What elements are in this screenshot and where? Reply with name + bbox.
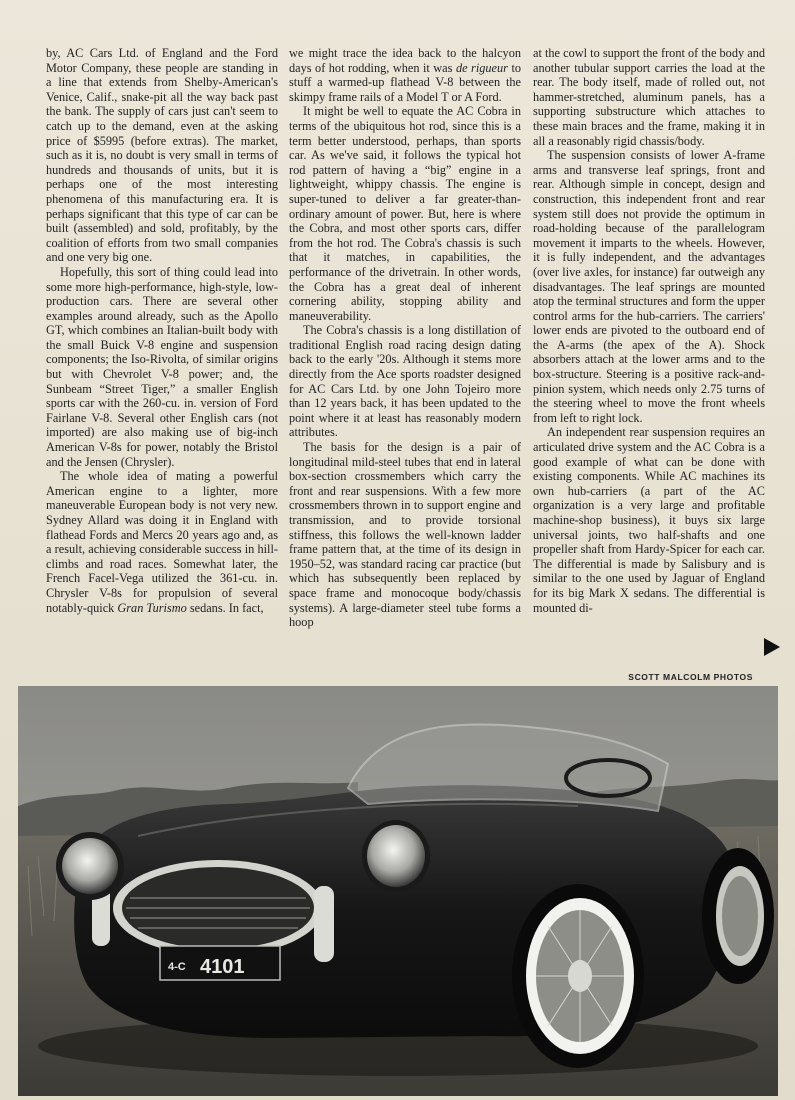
continue-arrow-icon — [764, 638, 780, 656]
paragraph: The Cobra's chassis is a long distillation of traditional English road racing design dating back to the early '20s. Although it stems more directly from the Ace sports roadster designed for AC Cars Ltd. by one John Tojeiro more than 12 years back, it has been updated to the point where it at least has reasonably modern attributes. — [289, 323, 521, 440]
paragraph: The suspension consists of lower A-frame arms and transverse leaf springs, front and rear. Although simple in concept, design and construction, this independent front and rear system still does not provide the optimum in road-holding because of the parallelogram movement it imparts to the wheels. However, it is fully independent, and the advantages (over live axles, for instance) far outweigh any disadvantages. The leaf springs are mounted atop the terminal structures and form the upper control arms for the hub-carriers. The carriers' lower ends are pivoted to the outboard end of the A-arms (the apex of the A). Shock absorbers attach at the lower arms and to the box-structure. Steering is a positive rack-and-pinion system, which needs only 2.75 turns of the steering wheel to move the front wheels from left to right lock. — [533, 148, 765, 425]
grille — [113, 860, 323, 956]
plate-prefix: 4-C — [168, 961, 186, 973]
paragraph — [289, 46, 521, 104]
plate-number: 4101 — [200, 956, 245, 978]
text-run: sedans. In fact, — [186, 600, 264, 615]
paragraph — [46, 469, 278, 615]
italic-text: Gran Turismo — [117, 600, 187, 615]
paragraph: It might be well to equate the AC Cobra in terms of the ubiquitous hot rod, since this is a term better understood, perhaps, than sports car. As we've said, it follows the typical hot rod pattern of having a “big” engine in a lightweight, whippy chassis. The engine is super-tuned to deliver a far greater-than-ordinary amount of power. But, here is where the Cobra, and most other sports cars, differ from the hot rod. The Cobra's chassis is such that it matches, in capabilities, the performance of the drivetrain. In other words, the Cobra has a great deal of inherent cornering ability, stopping ability and maneuverability. — [289, 104, 521, 323]
text-column-3 — [533, 46, 765, 615]
paragraph: Hopefully, this sort of thing could lead into some more high-performance, high-style, low-production cars. There are several other examples around already, such as the Apollo GT, which combines an Italian-built body with the small Buick V-8 engine and suspension components; the Iso-Rivolta, of similar origins but with Chevrolet V-8 power; and, the Sunbeam “Street Tiger,” a smaller English sports car with the 260-cu. in. version of Ford Fairlane V-8. Several other English cars (not imported) are also making use of big-inch American V-8s for power, notably the Bristol and the Jensen (Chrysler). — [46, 264, 278, 469]
text-run: we might trace the idea back to the halcyon days of hot rodding, when it was — [289, 46, 521, 75]
ac-cobra-illustration — [18, 686, 778, 1096]
car-photo — [18, 686, 778, 1096]
text-run: The whole idea of mating a powerful American engine to a lighter, more maneuverable European body is not very new. Sydney Allard was doing it in England with flathead Fords and Mercs 20 years ago and, as a result, achieving considerable success in hill-climbs and road races. Somewhat later, the French Facel-Vega utilized the 361-cu. in. Chrysler V-8s for propulsion of several notably-quick — [46, 469, 278, 615]
text-column-1 — [46, 46, 278, 615]
rear-wheel — [702, 848, 774, 984]
paragraph: An independent rear suspension requires an articulated drive system and the AC Cobra is a good example of what can be done with existing components. While AC machines its own hub-carriers (a part of the AC organization is a very large and profitable machine-shop business), it buys six large universal joints, two half-shafts and one propeller shaft from Hardy-Spicer for each car. The differential is made by Salisbury and is similar to the one used by Jaguar of England for its big Mark X sedans. The differential is mounted di- — [533, 425, 765, 615]
left-headlight — [62, 838, 118, 894]
italic-text: de rigueur — [455, 60, 508, 75]
front-wheel — [512, 884, 644, 1068]
paragraph: at the cowl to support the front of the body and another tubular support carries the load at the rear. The body itself, made of rolled out, not hammer-stretched, aluminum panels, has a supporting substructure which attaches to these main braces and the frame, making it in all a reasonably rigid chassis/body. — [533, 46, 765, 148]
license-plate — [160, 946, 280, 980]
paragraph: by, AC Cars Ltd. of England and the Ford Motor Company, these people are standing in a line that extends from Shelby-American's Venice, Calif., snake-pit all the way back past the bank. The supply of cars just can't seem to catch up to the demand, even at the asking price of $5995 (before extras). The market, such as it is, no doubt is very small in terms of hundreds and thousands of units, but it is perhaps one of the most interesting phenomena of this manufacturing era. It is perhaps significant that this type of car can be built (assembled) and sold, profitably, by the coalition of efforts from two small companies and one very big one. — [46, 46, 278, 265]
paragraph: The basis for the design is a pair of longitudinal mild-steel tubes that end in lateral box-section crossmembers which carry the front and rear suspensions. With a few more crossmembers thrown in to support engine and transmission, and to provide torsional stiffness, this follows the well-known ladder frame pattern that, at the time of its design in 1950–52, was standard racing car practice (but which has subsequently been replaced by space frame and monocoque body/chassis systems). A large-diameter steel tube forms a hoop — [289, 440, 521, 630]
right-overrider — [314, 886, 334, 962]
photo-credit: SCOTT MALCOLM PHOTOS — [628, 672, 753, 682]
right-headlight — [367, 825, 425, 887]
text-column-2 — [289, 46, 521, 630]
text-run: to stuff a warmed-up flathead V-8 between the skimpy frame rails of a Model T or A Ford. — [289, 60, 522, 104]
